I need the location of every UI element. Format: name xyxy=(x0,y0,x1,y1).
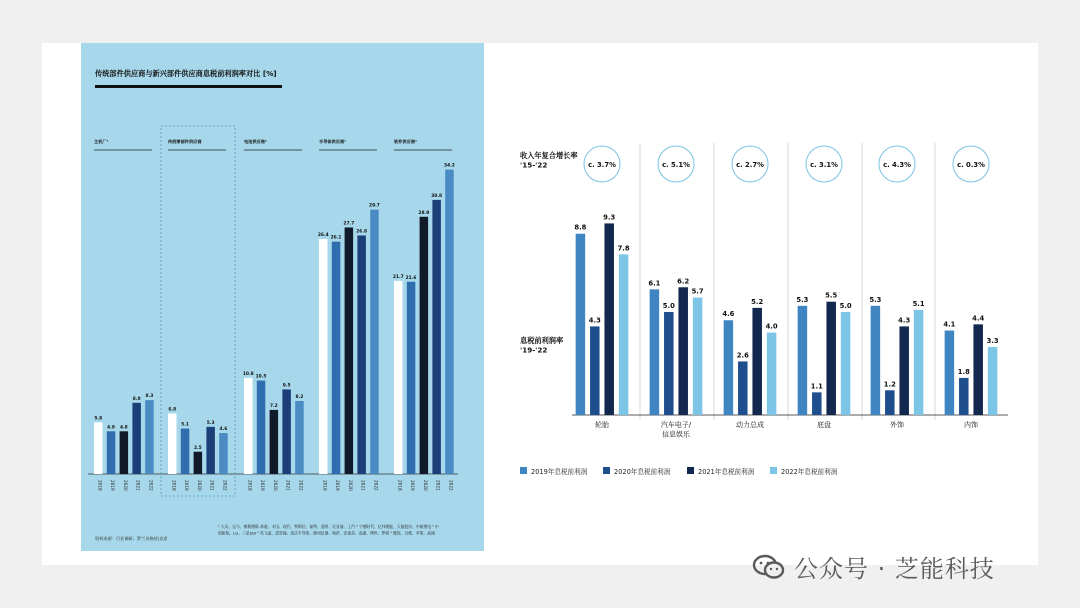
data-label: 4.8 xyxy=(107,425,115,431)
wechat-icon xyxy=(752,553,786,581)
cagr-value: c. 5.1% xyxy=(662,161,690,169)
watermark xyxy=(752,549,995,584)
bar xyxy=(282,389,291,474)
tick-label: 2018 xyxy=(171,480,177,491)
bar xyxy=(432,200,441,474)
footnote xyxy=(218,524,439,536)
tick-label: 2020 xyxy=(272,480,278,491)
category-label-line: 汽车电子/ xyxy=(660,421,692,429)
bar xyxy=(120,431,129,474)
category-label xyxy=(817,420,831,429)
category-label-line: 底盘 xyxy=(817,421,831,429)
watermark-text: 公众号 · 芝能科技 xyxy=(794,555,995,583)
bar xyxy=(619,254,629,415)
legend-label: 2019年息税前利润 xyxy=(531,468,588,476)
bar xyxy=(420,217,429,474)
bar xyxy=(332,242,341,474)
bar xyxy=(767,333,777,415)
data-label: 34.2 xyxy=(444,163,455,169)
bar xyxy=(798,306,808,415)
data-label: 4.6 xyxy=(219,427,228,433)
data-label: 5.5 xyxy=(825,291,838,300)
tick-label: 2022 xyxy=(148,480,154,491)
legend-label: 2020年息税前利润 xyxy=(614,468,671,476)
left-chart-title: 传统部件供应商与新兴部件供应商息税前利润率对比 [%] xyxy=(95,69,277,78)
data-label: 7.2 xyxy=(269,403,278,409)
bar xyxy=(270,410,279,474)
bar xyxy=(445,170,454,474)
data-label: 2.6 xyxy=(736,351,749,360)
bar xyxy=(871,306,881,415)
data-label: 21.7 xyxy=(392,274,404,280)
footnote-line: 创新航、LG、三星SDI ⁴ 英飞凌、恩智浦、意法半导体、德州仪器、瑞萨、安森美、高通、博世、罗姆 ⁵ 微软、谷歌、苹果、高通 xyxy=(218,530,435,536)
data-label: 26.4 xyxy=(317,233,329,239)
category-label-line: 信息娱乐 xyxy=(662,430,690,439)
data-label: 6.1 xyxy=(648,279,661,288)
bar xyxy=(257,381,266,474)
category-label-line: 动力总成 xyxy=(736,421,764,429)
data-label: 4.1 xyxy=(943,320,956,329)
category-label-line: 外饰 xyxy=(890,421,904,429)
data-label: 5.2 xyxy=(751,297,764,306)
cagr-heading-line: '15-'22 xyxy=(520,160,548,170)
data-label: 5.0 xyxy=(839,302,852,310)
bar xyxy=(345,227,354,474)
cagr-heading xyxy=(520,151,578,170)
bar xyxy=(678,287,688,415)
bar xyxy=(145,400,154,474)
data-label: 4.8 xyxy=(119,425,128,431)
group-label: 传统零部件供应商 xyxy=(168,139,202,144)
bar xyxy=(826,302,836,415)
data-label: 28.9 xyxy=(418,210,430,216)
data-label: 29.7 xyxy=(369,203,380,209)
data-label: 10.5 xyxy=(255,374,267,380)
bar xyxy=(841,312,851,415)
data-label: 9.3 xyxy=(603,213,616,222)
cagr-heading-line: 收入年复合增长率 xyxy=(520,151,578,160)
data-label: 3.3 xyxy=(986,337,999,346)
y-axis-label xyxy=(520,336,564,355)
tick-label: 2021 xyxy=(285,480,291,491)
bar xyxy=(576,234,586,415)
bar xyxy=(370,210,379,474)
cagr-value: c. 3.7% xyxy=(588,161,616,169)
bar xyxy=(319,239,328,474)
tick-label: 2020 xyxy=(422,480,428,491)
bar xyxy=(295,401,304,474)
tick-label: 2020 xyxy=(122,480,128,491)
tick-label: 2018 xyxy=(247,480,253,491)
data-label: 5.7 xyxy=(691,287,704,296)
bar xyxy=(407,282,416,474)
tick-label: 2020 xyxy=(347,480,353,491)
tick-label: 2022 xyxy=(373,480,379,491)
tick-label: 2019 xyxy=(260,480,266,491)
data-label: 5.1 xyxy=(181,422,189,428)
bar xyxy=(244,378,253,474)
bar xyxy=(738,361,748,415)
bar xyxy=(194,452,203,474)
category-label-line: 轮胎 xyxy=(595,421,609,429)
data-label: 4.3 xyxy=(898,316,911,325)
data-label: 5.1 xyxy=(912,299,925,308)
data-label: 1.2 xyxy=(883,380,896,389)
bar xyxy=(914,310,924,415)
tick-label: 2018 xyxy=(322,480,328,491)
data-label: 6.2 xyxy=(677,277,690,286)
data-label: 1.1 xyxy=(810,382,823,391)
bar xyxy=(885,390,895,415)
legend-swatch xyxy=(603,467,610,474)
source-note: 资料来源：行业调研；罗兰贝格/伯克希 xyxy=(95,536,168,541)
data-label: 27.7 xyxy=(343,221,355,227)
tick-label: 2021 xyxy=(209,480,215,491)
category-label xyxy=(661,420,692,438)
category-label xyxy=(890,420,904,429)
data-label: 26.8 xyxy=(356,229,368,235)
data-label: 8.0 xyxy=(132,396,141,402)
footnote-line: ¹ 大众、宝马、梅赛德斯-奔驰、丰田、现代、特斯拉、福特、通用、比亚迪、上汽 ² 宁德时代、亿纬锂能、天能股份、中航锂电 ³ 中 xyxy=(218,524,439,529)
tick-label: 2021 xyxy=(135,480,141,491)
tick-label: 2021 xyxy=(435,480,441,491)
data-label: 9.5 xyxy=(282,383,291,389)
y-axis-label-line: '19-'22 xyxy=(520,345,548,355)
tick-label: 2022 xyxy=(222,480,228,491)
group-label: 软件供应商⁴ xyxy=(394,139,417,144)
bar xyxy=(650,289,660,415)
data-label: 6.8 xyxy=(168,407,177,413)
tick-label: 2018 xyxy=(397,480,403,491)
group-label: 半导体供应商³ xyxy=(319,139,346,144)
tick-label: 2018 xyxy=(97,480,103,491)
legend-swatch xyxy=(770,467,777,474)
bar xyxy=(664,312,674,415)
bar xyxy=(973,324,983,415)
data-label: 10.8 xyxy=(242,371,254,377)
bar xyxy=(693,298,703,415)
data-label: 26.1 xyxy=(330,235,342,241)
bar xyxy=(604,223,614,415)
cagr-value: c. 3.1% xyxy=(810,161,838,169)
tick-label: 2021 xyxy=(360,480,366,491)
tick-label: 2020 xyxy=(196,480,202,491)
bar xyxy=(168,413,177,474)
tick-label: 2019 xyxy=(410,480,416,491)
tick-label: 2022 xyxy=(448,480,454,491)
bar xyxy=(394,281,403,474)
tick-label: 2022 xyxy=(298,480,304,491)
y-axis-label-line: 息税前利润率 xyxy=(520,336,564,345)
legend-swatch xyxy=(520,467,527,474)
legend-swatch xyxy=(687,467,694,474)
bar xyxy=(132,403,141,474)
data-label: 4.3 xyxy=(588,316,601,325)
data-label: 5.3 xyxy=(206,420,215,426)
bar xyxy=(945,331,955,415)
data-label: 4.0 xyxy=(765,322,778,331)
data-label: 5.8 xyxy=(94,416,103,422)
cagr-value: c. 4.3% xyxy=(883,161,911,169)
data-label: 5.0 xyxy=(662,302,675,310)
bar xyxy=(590,326,600,415)
bar xyxy=(752,308,762,415)
bar xyxy=(899,326,909,415)
legend-label: 2022年息税前利润 xyxy=(781,468,838,476)
category-label xyxy=(964,420,978,429)
bar xyxy=(181,429,190,474)
category-label-line: 内饰 xyxy=(964,421,978,429)
bar xyxy=(94,422,103,474)
bar xyxy=(988,347,998,415)
bar xyxy=(219,433,228,474)
cagr-value: c. 0.3% xyxy=(957,161,985,169)
data-label: 5.3 xyxy=(869,295,882,304)
category-label xyxy=(736,420,764,429)
data-label: 5.3 xyxy=(796,295,809,304)
data-label: 2.5 xyxy=(193,445,202,451)
legend-label: 2021年息税前利润 xyxy=(698,468,755,476)
bar xyxy=(357,235,366,474)
data-label: 30.8 xyxy=(431,193,443,199)
data-label: 8.3 xyxy=(145,394,154,400)
title-underline xyxy=(95,85,282,88)
data-label: 8.2 xyxy=(295,395,304,401)
data-label: 4.6 xyxy=(722,310,735,319)
category-label xyxy=(595,420,610,429)
bar xyxy=(812,392,822,415)
group-label: 电池供应商² xyxy=(244,139,267,144)
group-label: 主机厂¹ xyxy=(94,139,109,144)
bar xyxy=(959,378,969,415)
tick-label: 2019 xyxy=(184,480,190,491)
tick-label: 2019 xyxy=(110,480,116,491)
bar xyxy=(724,320,734,415)
data-label: 4.4 xyxy=(972,314,985,323)
data-label: 1.8 xyxy=(957,367,970,376)
bar xyxy=(206,427,215,474)
data-label: 21.6 xyxy=(405,275,417,281)
data-label: 8.8 xyxy=(574,223,587,232)
cagr-value: c. 2.7% xyxy=(736,161,764,169)
tick-label: 2019 xyxy=(335,480,341,491)
bar xyxy=(107,431,116,474)
data-label: 7.8 xyxy=(617,244,630,253)
